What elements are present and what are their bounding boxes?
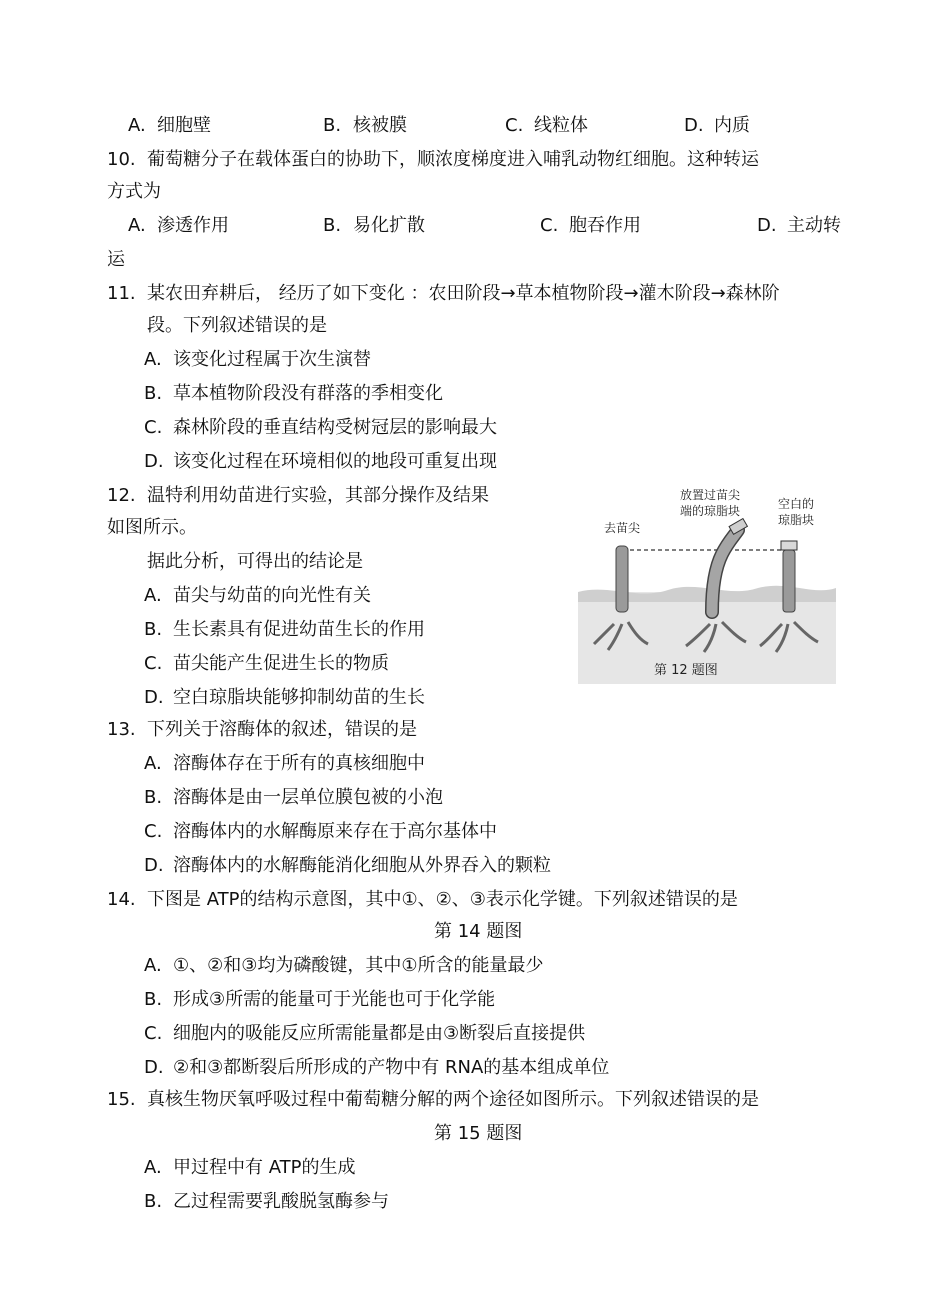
label-blank-agar-line1: 空白的 bbox=[778, 497, 815, 511]
q14-stem: 下图是 ATP的结构示意图，其中①、②、③表示化学键。下列叙述错误的是 bbox=[147, 889, 738, 910]
seedling-experiment-illustration bbox=[578, 484, 836, 684]
q15-option-b-letter: B. bbox=[144, 1191, 163, 1212]
q9-option-d-letter: D. bbox=[684, 115, 704, 136]
label-decapitated: 去苗尖 bbox=[604, 521, 641, 535]
q10-option-d-wrap: 运 bbox=[107, 249, 125, 270]
q10-option-d-letter: D. bbox=[757, 215, 777, 236]
q14-option-c-text: 细胞内的吸能反应所需能量都是由③断裂后直接提供 bbox=[173, 1023, 586, 1044]
q12-option-b-text: 生长素具有促进幼苗生长的作用 bbox=[173, 619, 425, 640]
q14-option-d-text: ②和③都断裂后所形成的产物中有 RNA的基本组成单位 bbox=[173, 1057, 610, 1078]
q14-option-b-text: 形成③所需的能量可于光能也可于化学能 bbox=[173, 989, 496, 1010]
q15-option-a-letter: A. bbox=[144, 1157, 162, 1178]
q14-option-b-letter: B. bbox=[144, 989, 163, 1010]
q14-option-d-letter: D. bbox=[144, 1057, 164, 1078]
decapitated-seedling bbox=[616, 546, 628, 612]
q13-option-d-text: 溶酶体内的水解酶能消化细胞从外界吞入的颗粒 bbox=[173, 855, 551, 876]
q12-stem-line2: 如图所示。 bbox=[107, 517, 197, 538]
label-agar-tip-line2: 端的琼脂块 bbox=[680, 504, 741, 518]
q12-option-d-letter: D. bbox=[144, 687, 164, 708]
q13-option-a-text: 溶酶体存在于所有的真核细胞中 bbox=[173, 753, 425, 774]
q10-option-a-letter: A. bbox=[128, 215, 146, 236]
q12-option-c-text: 苗尖能产生促进生长的物质 bbox=[173, 653, 389, 674]
q14-option-a-letter: A. bbox=[144, 955, 162, 976]
q13-option-c-letter: C. bbox=[144, 821, 163, 842]
q15-figure-caption: 第 15 题图 bbox=[434, 1123, 523, 1144]
q13-stem: 下列关于溶酶体的叙述，错误的是 bbox=[147, 719, 417, 740]
q14-number: 14. bbox=[107, 889, 136, 910]
q9-option-c-text: 线粒体 bbox=[534, 115, 588, 136]
q10-stem-line1: 葡萄糖分子在载体蛋白的协助下，顺浓度梯度进入哺乳动物红细胞。这种转运 bbox=[147, 149, 759, 170]
q10-option-c-letter: C. bbox=[540, 215, 559, 236]
q12-stem-line1: 温特利用幼苗进行实验，其部分操作及结果 bbox=[147, 485, 489, 506]
straight-seedling bbox=[783, 550, 795, 612]
label-blank-agar-line2: 琼脂块 bbox=[778, 513, 815, 527]
q11-option-d-text: 该变化过程在环境相似的地段可重复出现 bbox=[173, 451, 497, 472]
q10-stem-line2: 方式为 bbox=[107, 181, 161, 202]
blank-agar-block bbox=[781, 541, 797, 550]
q9-option-d-text: 内质 bbox=[714, 115, 750, 136]
q9-option-a-letter: A. bbox=[128, 115, 146, 136]
q10-option-b-letter: B. bbox=[323, 215, 342, 236]
q10-number: 10. bbox=[107, 149, 136, 170]
q12-option-b-letter: B. bbox=[144, 619, 163, 640]
q10-option-c-text: 胞吞作用 bbox=[569, 215, 641, 236]
q11-option-d-letter: D. bbox=[144, 451, 164, 472]
q11-option-a-letter: A. bbox=[144, 349, 162, 370]
q11-stem-line1: 某农田弃耕后， 经历了如下变化 ：农田阶段→草本植物阶段→灌木阶段→森林阶 bbox=[147, 283, 780, 304]
q12-option-c-letter: C. bbox=[144, 653, 163, 674]
q15-option-a-text: 甲过程中有 ATP的生成 bbox=[173, 1157, 356, 1178]
q11-stem-line2: 段。下列叙述错误的是 bbox=[147, 315, 327, 336]
q14-figure-caption: 第 14 题图 bbox=[434, 921, 523, 942]
q12-figure bbox=[578, 484, 836, 684]
q12-option-d-text: 空白琼脂块能够抑制幼苗的生长 bbox=[173, 687, 425, 708]
q11-option-b-text: 草本植物阶段没有群落的季相变化 bbox=[173, 383, 443, 404]
q13-option-b-letter: B. bbox=[144, 787, 163, 808]
q13-option-b-text: 溶酶体是由一层单位膜包被的小泡 bbox=[173, 787, 443, 808]
q9-option-a-text: 细胞壁 bbox=[157, 115, 211, 136]
label-agar-tip-line1: 放置过苗尖 bbox=[680, 488, 741, 502]
q11-option-c-letter: C. bbox=[144, 417, 163, 438]
q12-figure-caption: 第 12 题图 bbox=[654, 663, 718, 678]
q12-number: 12. bbox=[107, 485, 136, 506]
q9-option-c-letter: C. bbox=[505, 115, 524, 136]
q12-stem-line3: 据此分析，可得出的结论是 bbox=[147, 551, 363, 572]
q9-option-b-letter: B. bbox=[323, 115, 342, 136]
q12-option-a-letter: A. bbox=[144, 585, 162, 606]
q13-option-d-letter: D. bbox=[144, 855, 164, 876]
q11-option-c-text: 森林阶段的垂直结构受树冠层的影响最大 bbox=[173, 417, 497, 438]
q11-number: 11. bbox=[107, 283, 136, 304]
q15-option-b-text: 乙过程需要乳酸脱氢酶参与 bbox=[173, 1191, 389, 1212]
q14-option-c-letter: C. bbox=[144, 1023, 163, 1044]
q9-option-b-text: 核被膜 bbox=[353, 115, 407, 136]
q11-option-b-letter: B. bbox=[144, 383, 163, 404]
q15-number: 15. bbox=[107, 1089, 136, 1110]
q14-option-a-text: ①、②和③均为磷酸键，其中①所含的能量最少 bbox=[173, 955, 544, 976]
q15-stem: 真核生物厌氧呼吸过程中葡萄糖分解的两个途径如图所示。下列叙述错误的是 bbox=[147, 1089, 759, 1110]
q11-option-a-text: 该变化过程属于次生演替 bbox=[173, 349, 371, 370]
q13-number: 13. bbox=[107, 719, 136, 740]
q10-option-a-text: 渗透作用 bbox=[157, 215, 229, 236]
q10-option-b-text: 易化扩散 bbox=[353, 215, 425, 236]
q10-option-d-text: 主动转 bbox=[787, 215, 841, 236]
q13-option-c-text: 溶酶体内的水解酶原来存在于高尔基体中 bbox=[173, 821, 497, 842]
q13-option-a-letter: A. bbox=[144, 753, 162, 774]
q12-option-a-text: 苗尖与幼苗的向光性有关 bbox=[173, 585, 371, 606]
